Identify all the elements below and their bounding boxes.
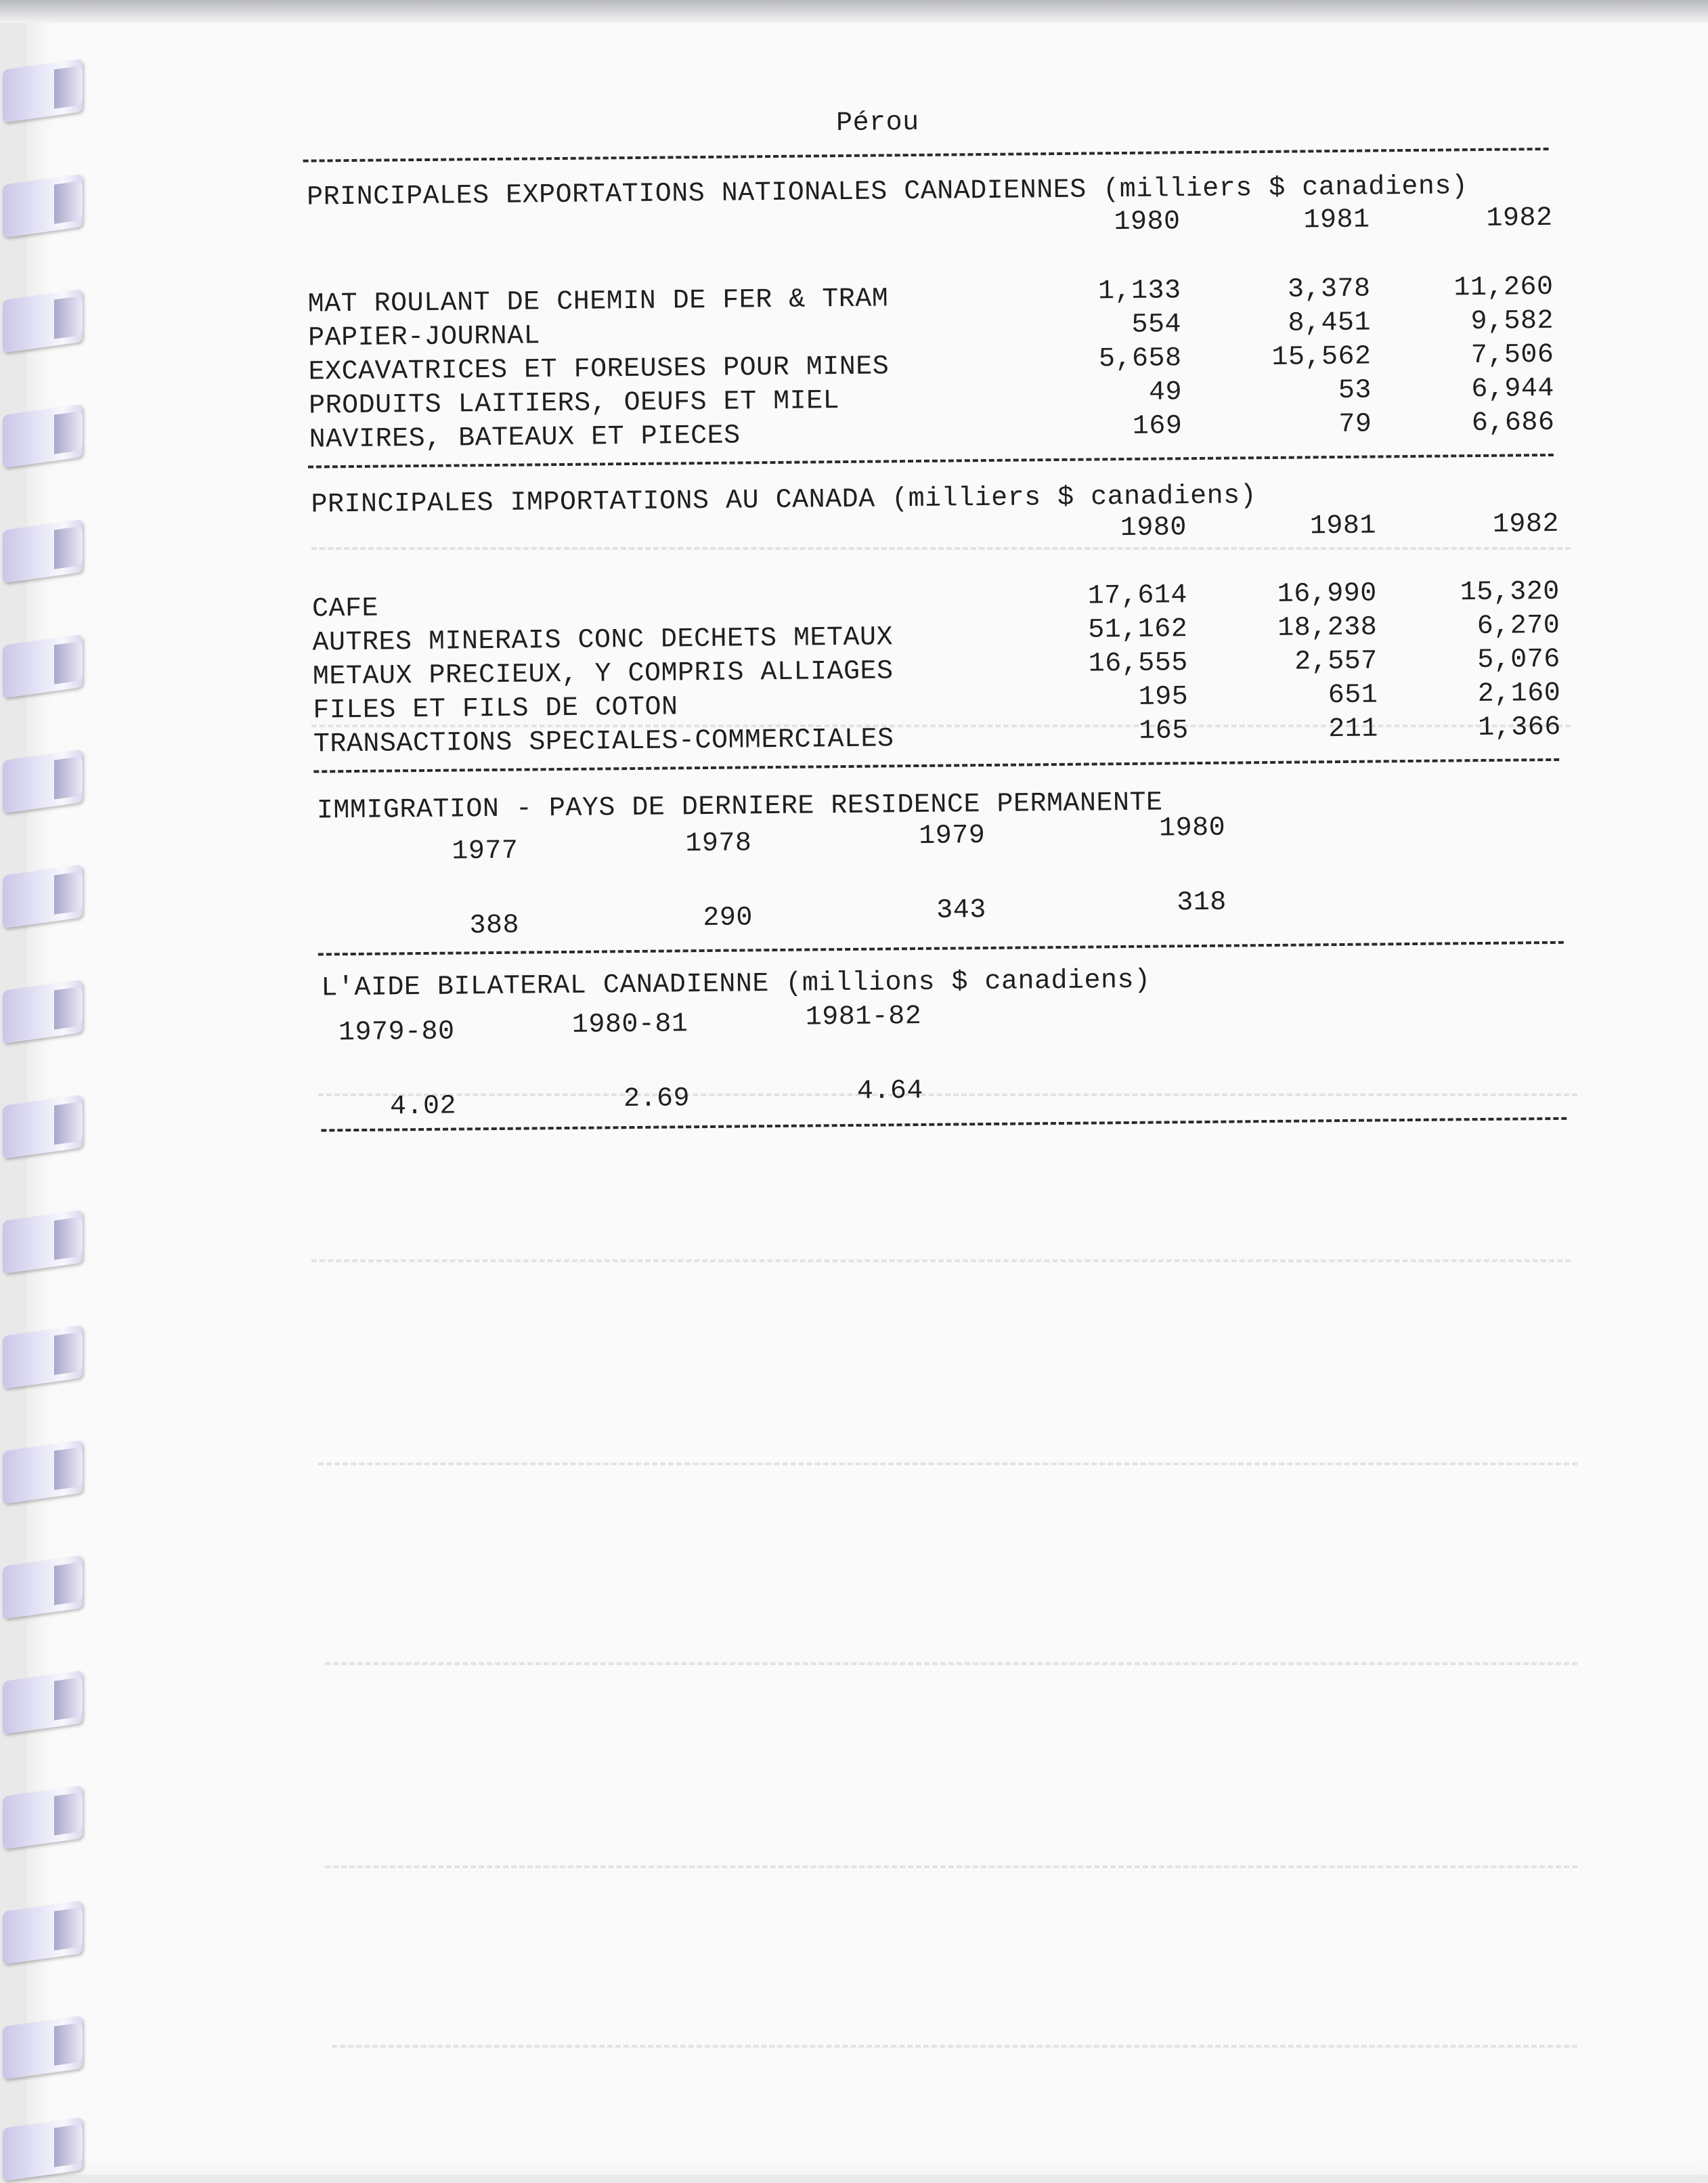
imports-year-1980: 1980 xyxy=(1120,513,1187,544)
immigration-value: 290 xyxy=(703,903,753,934)
section-divider xyxy=(321,1117,1567,1132)
row-value: 6,944 xyxy=(1471,373,1555,406)
imports-heading: PRINCIPALES IMPORTATIONS AU CANADA (milliers $ canadiens) xyxy=(311,481,1257,521)
row-value: 51,162 xyxy=(1088,614,1188,646)
row-value: 5,658 xyxy=(1098,343,1182,375)
aid-value: 4.02 xyxy=(389,1091,457,1123)
immigration-year: 1978 xyxy=(685,828,752,860)
row-label: FILES ET FILS DE COTON xyxy=(313,692,678,727)
row-label: NAVIRES, BATEAUX ET PIECES xyxy=(309,420,741,456)
immigration-year: 1980 xyxy=(1158,813,1226,844)
row-value: 7,506 xyxy=(1470,339,1554,372)
immigration-value: 343 xyxy=(936,895,987,926)
row-value: 2,557 xyxy=(1294,646,1378,678)
immigration-year: 1979 xyxy=(919,821,986,852)
row-label: AUTRES MINERAIS CONC DECHETS METAUX xyxy=(312,622,894,659)
row-value: 79 xyxy=(1338,409,1372,440)
row-value: 53 xyxy=(1338,375,1372,407)
row-value: 1,133 xyxy=(1097,276,1181,307)
row-value: 211 xyxy=(1328,714,1378,745)
row-value: 11,260 xyxy=(1453,272,1554,304)
row-value: 16,555 xyxy=(1088,648,1189,680)
section-divider xyxy=(308,454,1554,469)
immigration-value: 318 xyxy=(1177,887,1227,919)
immigration-heading: IMMIGRATION - PAYS DE DERNIERE RESIDENCE PERMANENTE xyxy=(316,787,1163,827)
section-divider xyxy=(313,758,1559,773)
row-label: PAPIER-JOURNAL xyxy=(307,321,541,354)
row-label: CAFE xyxy=(311,593,379,625)
row-value: 5,076 xyxy=(1477,644,1561,676)
immigration-value: 388 xyxy=(469,910,520,942)
row-label: METAUX PRECIEUX, Y COMPRIS ALLIAGES xyxy=(312,656,894,693)
row-value: 165 xyxy=(1139,716,1189,747)
row-value: 16,990 xyxy=(1277,578,1378,610)
row-value: 2,160 xyxy=(1477,678,1561,710)
imports-year-1981: 1981 xyxy=(1309,511,1377,542)
aid-year: 1980-81 xyxy=(571,1009,688,1041)
aid-heading: L'AIDE BILATERAL CANADIENNE (millions $ canadiens) xyxy=(321,965,1151,1004)
row-value: 651 xyxy=(1328,680,1378,712)
row-value: 554 xyxy=(1131,309,1182,341)
row-label: EXCAVATRICES ET FOREUSES POUR MINES xyxy=(308,351,890,388)
row-value: 49 xyxy=(1148,377,1183,408)
immigration-year: 1977 xyxy=(452,836,519,867)
row-value: 6,686 xyxy=(1471,407,1555,439)
row-value: 195 xyxy=(1138,682,1189,713)
exports-year-1980: 1980 xyxy=(1114,207,1181,238)
section-divider xyxy=(303,148,1549,163)
row-label: TRANSACTIONS SPECIALES-COMMERCIALES xyxy=(313,724,894,760)
row-label: MAT ROULANT DE CHEMIN DE FER & TRAM xyxy=(307,284,889,320)
row-value: 6,270 xyxy=(1476,610,1560,643)
aid-value: 4.64 xyxy=(856,1075,924,1107)
row-label: PRODUITS LAITIERS, OEUFS ET MIEL xyxy=(308,386,840,422)
page-title: Pérou xyxy=(835,107,919,139)
row-value: 1,366 xyxy=(1478,712,1561,744)
row-value: 9,582 xyxy=(1470,305,1554,338)
row-value: 8,451 xyxy=(1288,307,1372,339)
row-value: 15,320 xyxy=(1460,576,1560,609)
exports-year-1982: 1982 xyxy=(1486,202,1553,234)
exports-heading: PRINCIPALES EXPORTATIONS NATIONALES CANADIENNES (milliers $ canadiens) xyxy=(306,171,1468,213)
row-value: 18,238 xyxy=(1277,612,1378,644)
imports-year-1982: 1982 xyxy=(1492,509,1560,540)
row-value: 3,378 xyxy=(1287,274,1371,305)
aid-year: 1981-82 xyxy=(805,1001,922,1033)
row-value: 169 xyxy=(1132,411,1183,442)
aid-year: 1979-80 xyxy=(338,1016,455,1049)
row-value: 17,614 xyxy=(1087,580,1188,612)
aid-value: 2.69 xyxy=(623,1083,691,1115)
exports-year-1981: 1981 xyxy=(1303,204,1370,236)
section-divider xyxy=(318,941,1564,956)
row-value: 15,562 xyxy=(1271,341,1372,373)
